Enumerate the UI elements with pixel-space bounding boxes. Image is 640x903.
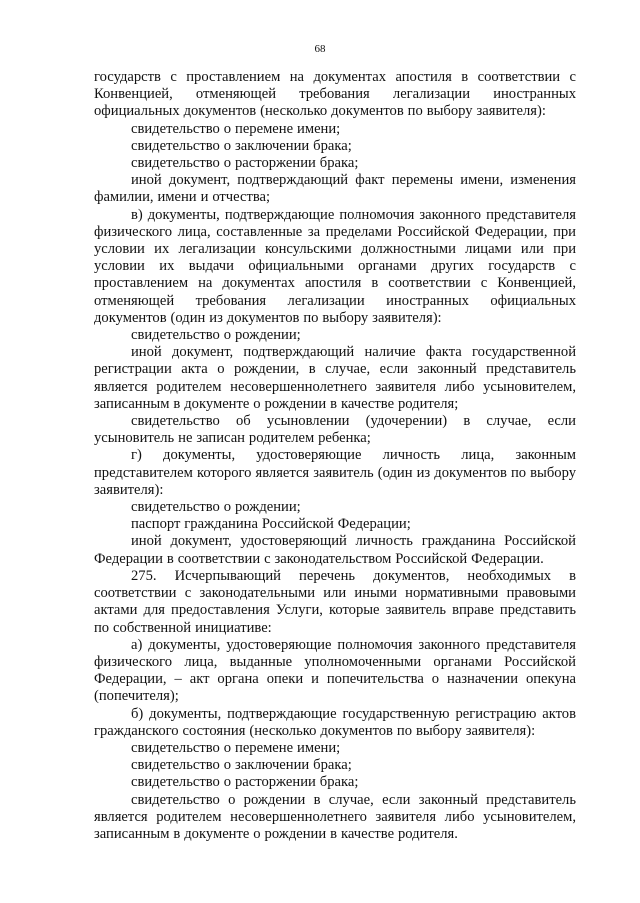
list-item: свидетельство о перемене имени;	[131, 739, 341, 756]
subclause-v: в) документы, подтверждающие полномочия законного представителя физического лица, составленные за пределами Российской Федерации, при условии их легализации консульскими должностными лицами или при условии их выдачи официальными органами других государств с проставлением на документах апостиля в соответствии с Конвенцией, отменяющей требования легализации иностранных официальных документов (один из документов по выбору заявителя):	[94, 206, 576, 326]
subclause-a: а) документы, удостоверяющие полномочия законного представителя физического лица, выданные уполномоченными органами Российской Федерации, – акт органа опеки и попечительства о назначении опекуна (попечителя);	[94, 636, 576, 705]
document-body	[94, 69, 576, 843]
list-item: свидетельство о заключении брака;	[131, 137, 352, 154]
list-item: свидетельство о расторжении брака;	[131, 155, 359, 172]
list-item: иной документ, подтверждающий факт перемены имени, изменения фамилии, имени и отчества;	[94, 172, 576, 206]
list-item: свидетельство о рождении;	[131, 499, 301, 516]
list-item: паспорт гражданина Российской Федерации;	[131, 516, 411, 533]
list-item: свидетельство о рождении в случае, если законный представитель является родителем несовершеннолетнего заявителя либо усыновителем, записанным в документе о рождении в качестве родителя.	[94, 791, 576, 842]
list-item: свидетельство о расторжении брака;	[131, 774, 359, 791]
list-item: свидетельство об усыновлении (удочерении) в случае, если усыновитель не записан родителем ребенка;	[94, 413, 576, 447]
list-item: иной документ, удостоверяющий личность гражданина Российской Федерации в соответствии с законодательством Российской Федерации.	[94, 533, 576, 567]
subclause-g: г) документы, удостоверяющие личность лица, законным представителем которого является заявитель (один из документов по выбору заявителя):	[94, 447, 576, 498]
subclause-b: б) документы, подтверждающие государственную регистрацию актов гражданского состояния (несколько документов по выбору заявителя):	[94, 705, 576, 739]
list-item: свидетельство о заключении брака;	[131, 757, 352, 774]
list-item: свидетельство о рождении;	[131, 327, 301, 344]
page-number: 68	[314, 43, 326, 55]
list-item: иной документ, подтверждающий наличие факта государственной регистрации акта о рождении, в случае, если законный представитель является родителем несовершеннолетнего заявителя либо усыновителем, записанным в документе о рождении в качестве родителя;	[94, 344, 576, 412]
list-item: свидетельство о перемене имени;	[131, 120, 341, 137]
paragraph-continuation: государств с проставлением на документах апостиля в соответствии с Конвенцией, отменяющей требования легализации иностранных официальных документов (несколько документов по выбору заявителя):	[94, 69, 576, 120]
clause-275: 275. Исчерпывающий перечень документов, необходимых в соответствии с законодательными или иными нормативными правовыми актами для предоставления Услуги, которые заявитель вправе представить по собственной инициативе:	[94, 567, 576, 636]
